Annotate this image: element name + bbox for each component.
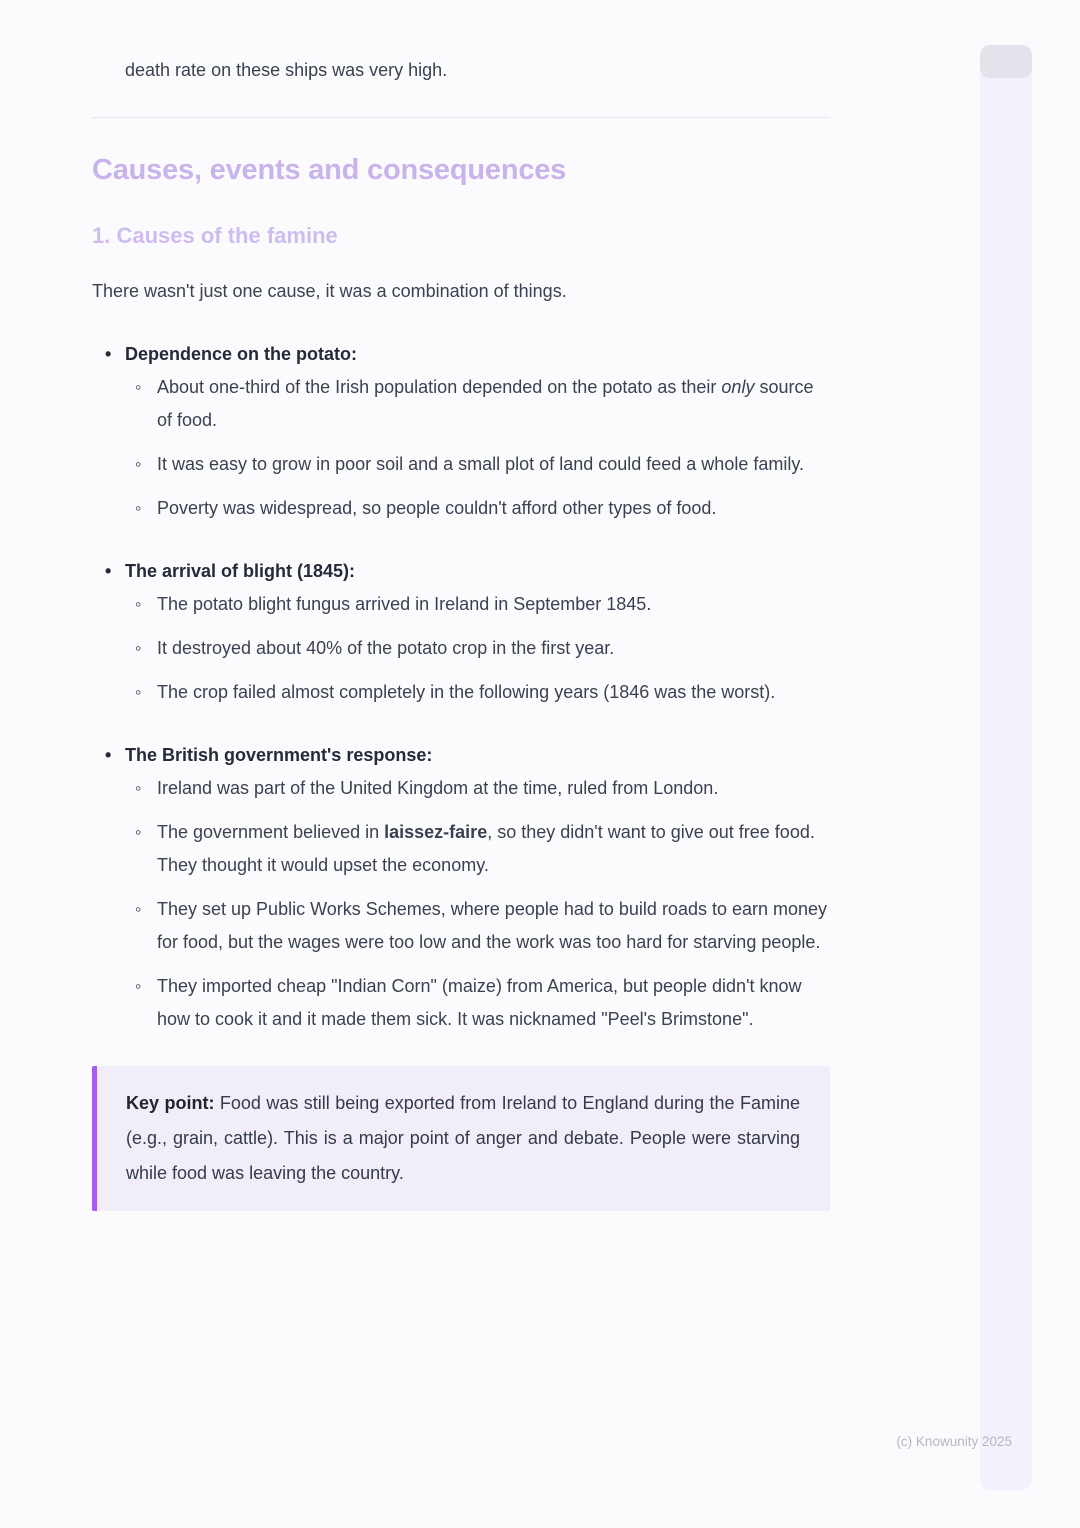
- list-item: ◦ About one-third of the Irish population depended on the potato as their only source of food.: [92, 371, 830, 437]
- top-paragraph: death rate on these ships was very high.: [125, 60, 448, 80]
- group-header: • The arrival of blight (1845):: [92, 555, 830, 588]
- list-item: ◦ Poverty was widespread, so people couldn't afford other types of food.: [92, 492, 830, 525]
- list-item: ◦ They imported cheap "Indian Corn" (maize) from America, but people didn't know how to cook it and it made them sick. It was nicknamed "Peel's Brimstone".: [92, 970, 830, 1036]
- section-title: Causes, events and consequences: [92, 154, 567, 186]
- lead-paragraph: There wasn't just one cause, it was a combination of things.: [92, 281, 567, 301]
- list-item: ◦ They set up Public Works Schemes, where people had to build roads to earn money for food, but the wages were too low and the work was too hard for starving people.: [92, 893, 830, 959]
- document-page: [92, 0, 830, 1211]
- sublist: [92, 772, 830, 1036]
- list-item: ◦ It destroyed about 40% of the potato crop in the first year.: [92, 632, 830, 665]
- bullet-group-government-response: [92, 739, 830, 1036]
- scrollbar-thumb[interactable]: [980, 45, 1032, 78]
- list-item: ◦ The crop failed almost completely in the following years (1846 was the worst).: [92, 676, 830, 709]
- keypoint-box: [92, 1066, 830, 1211]
- sublist: [92, 371, 830, 525]
- scrollbar-track[interactable]: [980, 45, 1032, 1490]
- keypoint-body: Food was still being exported from Ireland to England during the Famine (e.g., grain, cattle). This is a major point of anger and debate. People were starving while food was leaving the country.: [126, 1093, 800, 1183]
- section-subtitle: 1. Causes of the famine: [92, 223, 338, 248]
- page-footer: (c) Knowunity 2025: [896, 1434, 1012, 1449]
- bullet-group-blight: [92, 555, 830, 709]
- bullet-group-dependence: [92, 338, 830, 525]
- list-item: ◦ The potato blight fungus arrived in Ireland in September 1845.: [92, 588, 830, 621]
- list-item: ◦ The government believed in laissez-faire, so they didn't want to give out free food. They thought it would upset the economy.: [92, 816, 830, 882]
- list-item: ◦ It was easy to grow in poor soil and a small plot of land could feed a whole family.: [92, 448, 830, 481]
- keypoint-paragraph: [126, 1086, 800, 1191]
- keypoint-label: Key point:: [126, 1093, 215, 1113]
- section-divider: [92, 117, 830, 118]
- group-header: • Dependence on the potato:: [92, 338, 830, 371]
- group-header: • The British government's response:: [92, 739, 830, 772]
- sublist: [92, 588, 830, 709]
- list-item: ◦ Ireland was part of the United Kingdom at the time, ruled from London.: [92, 772, 830, 805]
